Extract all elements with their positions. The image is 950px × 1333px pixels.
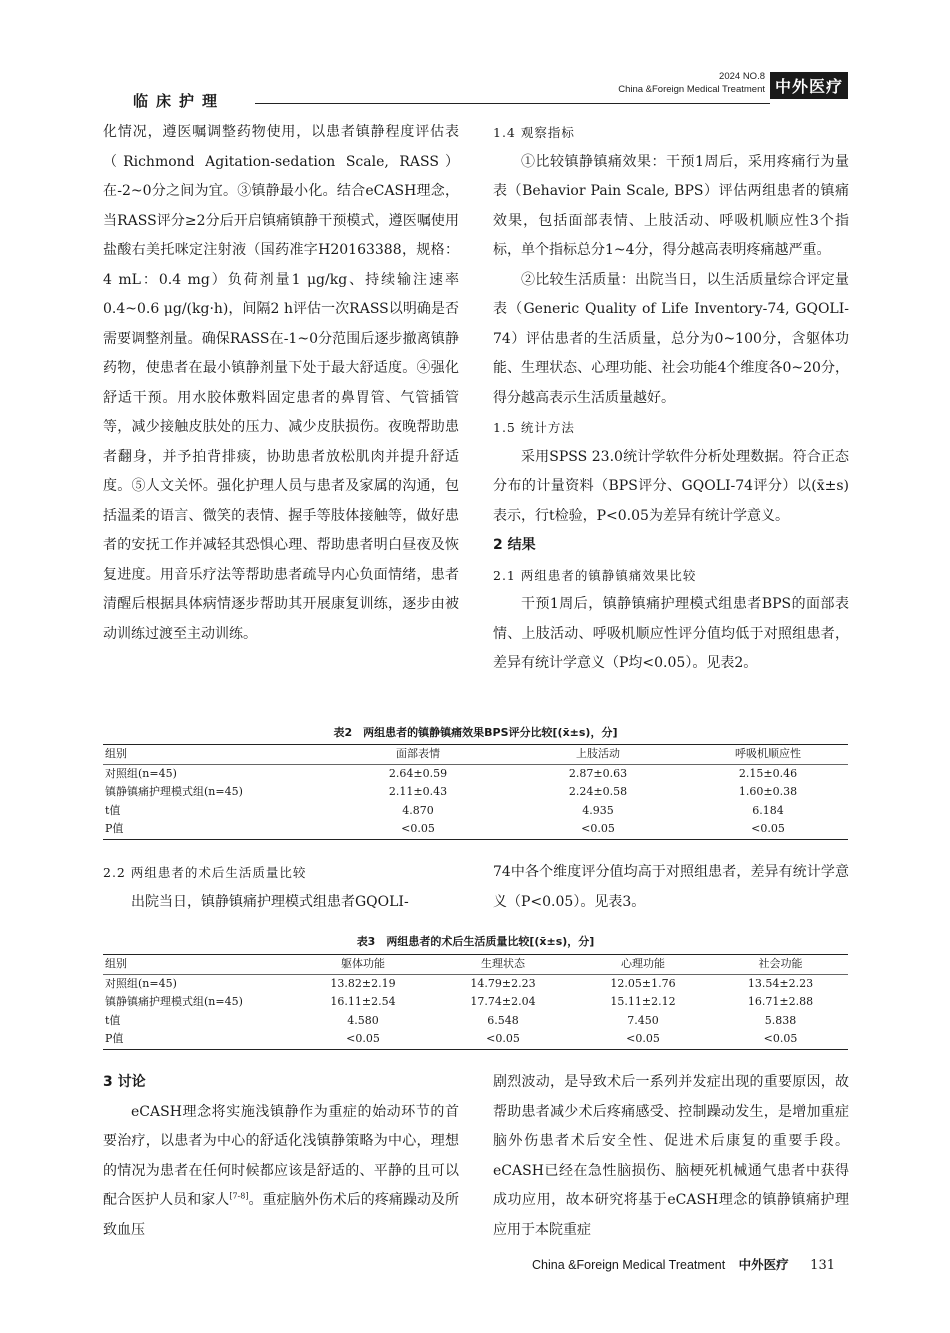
value-cell: 4.870 bbox=[402, 803, 434, 817]
table-row bbox=[103, 820, 848, 839]
value-cell: 14.79±2.23 bbox=[470, 976, 536, 990]
value-cell: <0.05 bbox=[508, 820, 688, 839]
value-cell: 17.74±2.04 bbox=[470, 995, 536, 1008]
table3-caption: 表3 两组患者的术后生活质量比较[(x̄±s)，分] bbox=[356, 935, 595, 948]
value-cell: 2.11±0.43 bbox=[388, 785, 448, 798]
footer-journal-cn: 中外医疗 bbox=[738, 1257, 789, 1272]
value-cell: 2.15±0.46 bbox=[738, 766, 798, 780]
table-row bbox=[103, 1012, 848, 1031]
section-title: 临床护理 bbox=[133, 92, 226, 110]
discussion-text-b: 。重症脑外伤术后的疼痛躁动及所致血压 bbox=[103, 1192, 459, 1238]
value-cell: 6.548 bbox=[487, 1013, 519, 1027]
table-row bbox=[103, 1030, 848, 1049]
value-cell: 2.64±0.59 bbox=[388, 766, 448, 780]
heading-2-1: 2.1 两组患者的镇静镇痛效果比较 bbox=[493, 567, 697, 583]
paragraph-statistics: 采用SPSS 23.0统计学软件分析处理数据。符合正态分布的计量资料（BPS评分、GQOLI-74评分）以(x̄±s)表示，行t检验，P<0.05为差异有统计学意义。 bbox=[493, 448, 849, 524]
heading-1-4: 1.4 观察指标 bbox=[493, 125, 575, 140]
paragraph-discussion-left bbox=[103, 1098, 459, 1246]
heading-2: 2 结果 bbox=[493, 537, 536, 553]
value-cell: <0.05 bbox=[688, 820, 848, 839]
table-row bbox=[103, 993, 848, 1012]
value-cell: 16.71±2.88 bbox=[747, 995, 814, 1008]
sec22-left bbox=[103, 858, 459, 917]
table-row bbox=[103, 802, 848, 821]
value-cell: 1.60±0.38 bbox=[738, 785, 798, 798]
value-cell: 4.935 bbox=[582, 803, 614, 817]
table3-header: 生理状态 bbox=[433, 955, 573, 975]
value-cell: 7.450 bbox=[627, 1013, 659, 1027]
value-cell: 16.11±2.54 bbox=[330, 995, 396, 1008]
heading-3: 3 讨论 bbox=[103, 1074, 146, 1090]
right-column bbox=[493, 118, 849, 679]
left-column bbox=[103, 118, 459, 649]
value-cell: 5.838 bbox=[764, 1013, 797, 1027]
heading-2-2: 2.2 两组患者的术后生活质量比较 bbox=[103, 865, 307, 880]
row-label-cell: 镇静镇痛护理模式组(n=45) bbox=[105, 995, 243, 1008]
table3 bbox=[103, 954, 848, 1050]
table2-header: 上肢活动 bbox=[508, 745, 688, 765]
value-cell: <0.05 bbox=[293, 1030, 433, 1049]
table3-header: 组别 bbox=[103, 955, 293, 975]
journal-logo: 中外医疗 bbox=[770, 72, 848, 99]
table-row bbox=[103, 974, 848, 993]
issue-label: 2024 NO.8 bbox=[719, 71, 765, 82]
header-meta bbox=[580, 70, 765, 96]
value-cell: <0.05 bbox=[713, 1030, 848, 1049]
row-label-cell: t值 bbox=[105, 1013, 121, 1027]
value-cell: 2.24±0.58 bbox=[568, 785, 628, 798]
page-number: 131 bbox=[810, 1258, 835, 1273]
footer bbox=[532, 1255, 835, 1273]
row-label-cell: P值 bbox=[103, 1030, 293, 1049]
value-cell: 15.11±2.12 bbox=[610, 995, 676, 1008]
paragraph-results-2-right: 74中各个维度评分值均高于对照组患者，差异有统计学意义（P<0.05）。见表3。 bbox=[493, 864, 849, 910]
value-cell: <0.05 bbox=[433, 1030, 573, 1049]
row-label-cell: 镇静镇痛护理模式组(n=45) bbox=[105, 785, 243, 798]
journal-english-name: China &Foreign Medical Treatment bbox=[618, 84, 765, 95]
value-cell: <0.05 bbox=[328, 820, 508, 839]
paragraph-results-2-left: 出院当日，镇静镇痛护理模式组患者GQOLI- bbox=[131, 893, 409, 910]
paragraph-results-1: 干预1周后，镇静镇痛护理模式组患者BPS的面部表情、上肢活动、呼吸机顺应性评分值均低于对照组患者，差异有统计学意义（P均<0.05）。见表2。 bbox=[493, 596, 849, 671]
table2-caption: 表2 两组患者的镇静镇痛效果BPS评分比较[(x̄±s)，分] bbox=[333, 726, 618, 739]
heading-1-5: 1.5 统计方法 bbox=[493, 420, 575, 435]
row-label-cell: t值 bbox=[105, 803, 121, 817]
table3-header: 社会功能 bbox=[713, 955, 848, 975]
table-row bbox=[103, 783, 848, 802]
paragraph-observation-1: ①比较镇静镇痛效果：干预1周后，采用疼痛行为量表（Behavior Pain Scale, BPS）评估两组患者的镇痛效果，包括面部表情、上肢活动、呼吸机顺应性3个指标，单个指标总分1~4分，得分越高表明疼痛越严重。 bbox=[493, 153, 849, 258]
value-cell: 12.05±1.76 bbox=[610, 976, 676, 990]
footer-journal-en: China &Foreign Medical Treatment bbox=[532, 1258, 726, 1272]
table2-header: 面部表情 bbox=[328, 745, 508, 765]
discussion-text-a: eCASH理念将实施浅镇静作为重症的始动环节的首要治疗，以患者为中心的舒适化浅镇静策略为中心，理想的情况为患者在任何时候都应该是舒适的、平静的且可以配合医护人员和家人 bbox=[103, 1103, 459, 1208]
value-cell: 2.87±0.63 bbox=[568, 766, 628, 780]
table3-header: 心理功能 bbox=[573, 955, 713, 975]
value-cell: 4.580 bbox=[347, 1013, 379, 1027]
sec22-right bbox=[493, 858, 849, 917]
value-cell: 13.54±2.23 bbox=[747, 976, 814, 990]
paragraph-observation-2: ②比较生活质量：出院当日，以生活质量综合评定量表（Generic Quality of Life Inventory-74, GQOLI-74）评估患者的生活质量，总分为0~100分，含躯体功能、生理状态、心理功能、社会功能4个维度各0~20分，得分越高表示生活质量越好。 bbox=[493, 271, 849, 406]
table2-header: 组别 bbox=[103, 745, 328, 765]
value-cell: 6.184 bbox=[752, 803, 784, 817]
discussion-right bbox=[493, 1068, 849, 1245]
row-label-cell: 对照组(n=45) bbox=[105, 976, 177, 990]
table-row bbox=[103, 764, 848, 783]
citation-ref[interactable]: [7-8] bbox=[229, 1191, 249, 1201]
discussion-left bbox=[103, 1068, 459, 1245]
row-label-cell: 对照组(n=45) bbox=[105, 766, 177, 780]
table2-header: 呼吸机顺应性 bbox=[688, 745, 848, 765]
table3-header: 躯体功能 bbox=[293, 955, 433, 975]
header-rule bbox=[255, 103, 770, 104]
left-paragraph: 化情况，遵医嘱调整药物使用，以患者镇静程度评估表（Richmond Agitation-sedation Scale, RASS）在-2~0分之间为宜。③镇静最小化。结合eCASH理念，当RASS评分≥2分后开启镇痛镇静干预模式，遵医嘱使用盐酸右美托咪定注射液（国药准字H20163388，规格：4 mL：0.4 mg）负荷剂量1 μg/kg、持续输注速率0.4~0.6 μg/(kg·h)，间隔2 h评估一次RASS以明确是否需要调整剂量。确保RASS在-1~0分范围后逐步撤离镇静药物，使患者在最小镇静剂量下处于最大舒适度。④强化舒适干预。用水胶体敷料固定患者的鼻胃管、气管插管等，减少接触皮肤处的压力、减少皮肤损伤。夜晚帮助患者翻身，并予拍背排痰，协助患者放松肌肉并提升舒适度。⑤人文关怀。强化护理人员与患者及家属的沟通，包括温柔的语言、微笑的表情、握手等肢体接触等，做好患者的安抚工作并减轻其恐惧心理、帮助患者明白昼夜及恢复进度。用音乐疗法等帮助患者疏导内心负面情绪，患者清醒后根据具体病情逐步帮助其开展康复训练，逐步由被动训练过渡至主动训练。 bbox=[103, 124, 459, 642]
row-label-cell: P值 bbox=[103, 820, 328, 839]
value-cell: <0.05 bbox=[573, 1030, 713, 1049]
paragraph-discussion-right: 剧烈波动，是导致术后一系列并发症出现的重要原因，故帮助患者减少术后疼痛感受、控制躁动发生，是增加重症脑外伤患者术后安全性、促进术后康复的重要手段。eCASH已经在急性脑损伤、脑梗死机械通气患者中获得成功应用，故本研究将基于eCASH理念的镇静镇痛护理应用于本院重症 bbox=[493, 1074, 849, 1238]
value-cell: 13.82±2.19 bbox=[330, 976, 396, 990]
table2 bbox=[103, 744, 848, 840]
